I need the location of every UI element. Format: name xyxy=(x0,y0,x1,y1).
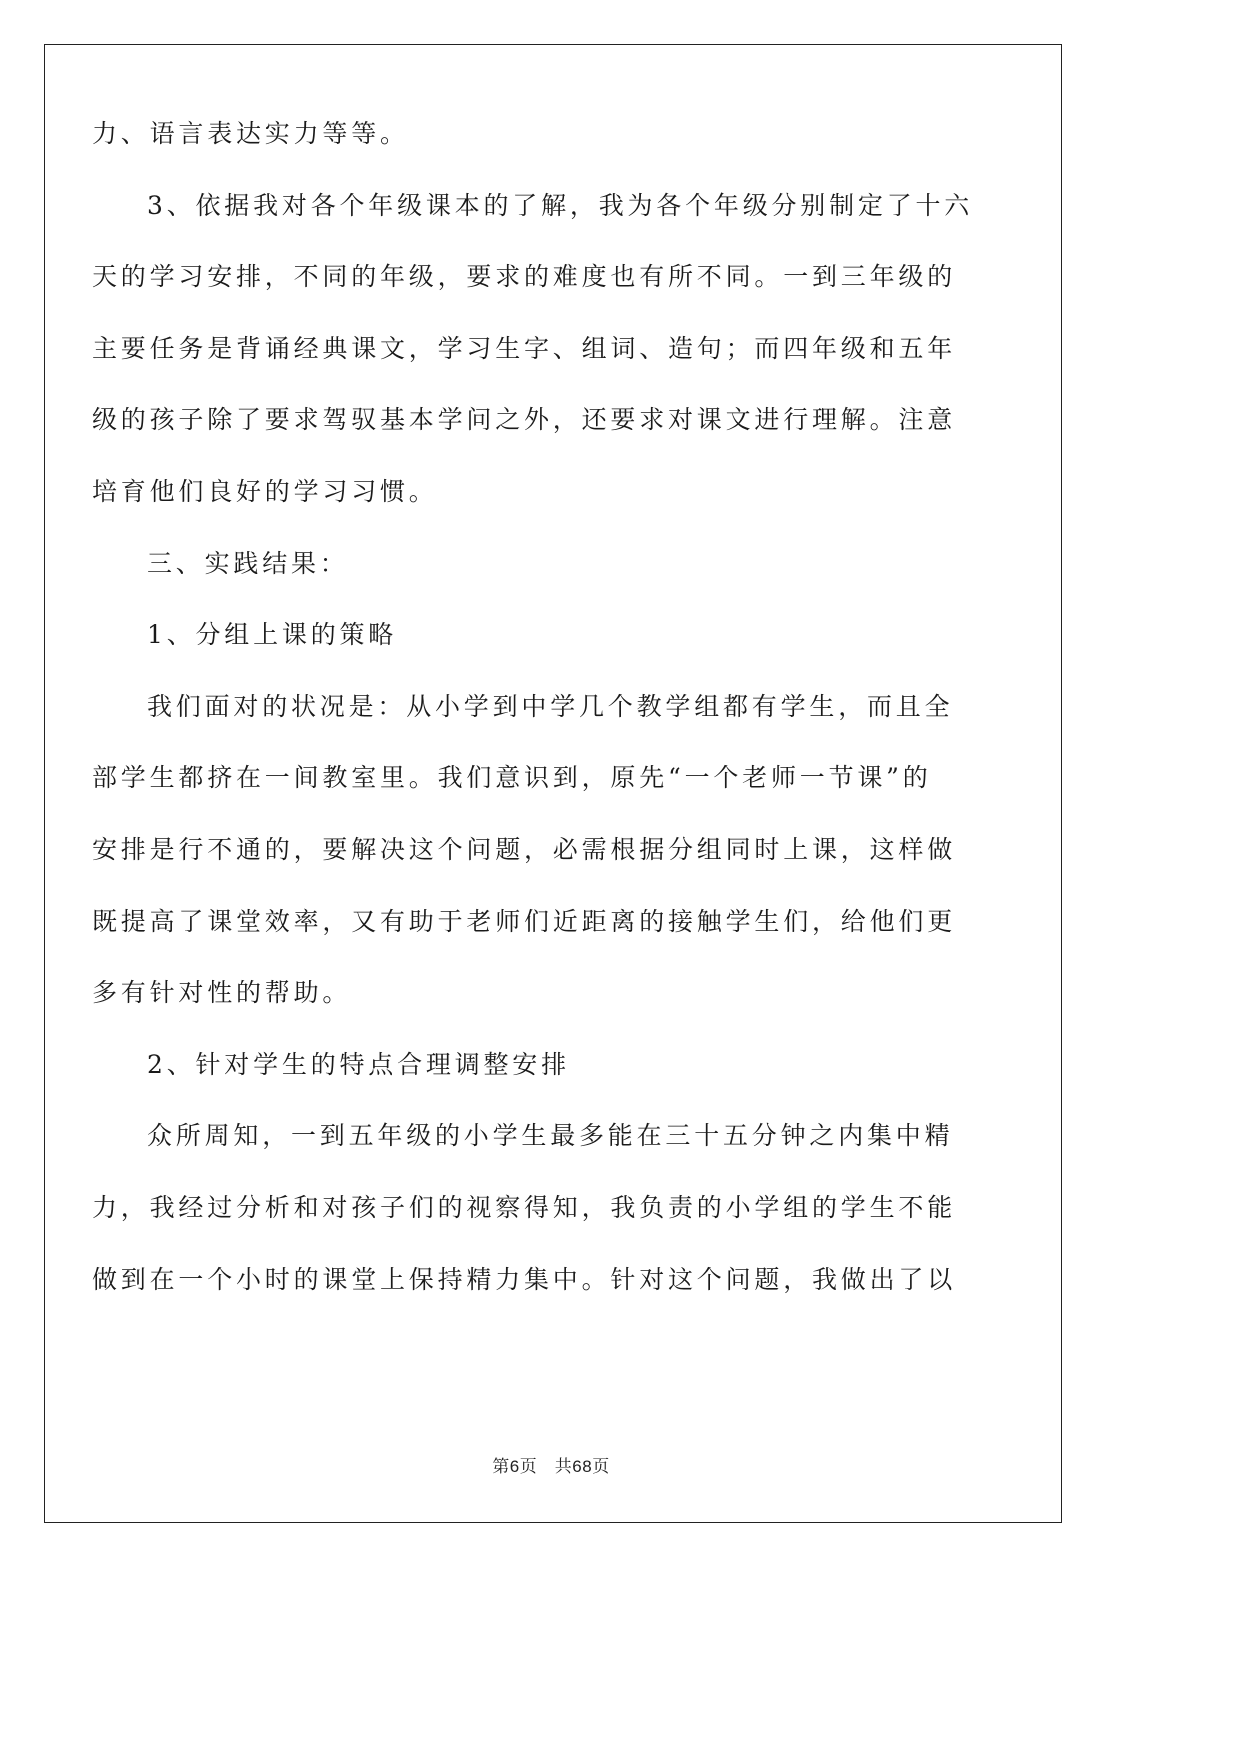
footer-prefix: 第 xyxy=(492,1457,510,1477)
footer-total-pages: 68 xyxy=(572,1457,593,1476)
text-line-6: 培育他们良好的学习习惯。 xyxy=(92,476,438,506)
document-body xyxy=(92,98,974,1315)
text-line-16: 力，我经过分析和对孩子们的视察得知，我负责的小学组的学生不能 xyxy=(92,1192,957,1222)
text-line-17: 做到在一个小时的课堂上保持精力集中。针对这个问题，我做出了以 xyxy=(92,1264,957,1294)
text-line-15: 众所周知，一到五年级的小学生最多能在三十五分钟之内集中精 xyxy=(147,1121,954,1151)
text-line-4: 主要任务是背诵经典课文，学习生字、组词、造句；而四年级和五年 xyxy=(92,333,957,363)
section-heading: 三、实践结果： xyxy=(147,548,349,578)
footer-suffix: 页 xyxy=(592,1457,610,1477)
text-line-3: 天的学习安排，不同的年级，要求的难度也有所不同。一到三年级的 xyxy=(92,262,957,292)
footer-middle: 页 共 xyxy=(519,1457,573,1477)
text-line-10: 部学生都挤在一间教室里。我们意识到，原先“一个老师一节课”的 xyxy=(92,763,932,793)
subheading-1: 1、分组上课的策略 xyxy=(147,620,398,650)
text-line-1: 力、语言表达实力等等。 xyxy=(92,119,409,148)
text-line-5: 级的孩子除了要求驾驭基本学问之外，还要求对课文进行理解。注意 xyxy=(92,405,957,435)
text-line-2: 3、依据我对各个年级课本的了解，我为各个年级分别制定了十六 xyxy=(147,190,974,220)
footer-page-number: 6 xyxy=(509,1457,520,1476)
page-footer xyxy=(0,1452,1102,1477)
text-line-9: 我们面对的状况是：从小学到中学几个教学组都有学生，而且全 xyxy=(147,691,954,721)
subheading-2: 2、针对学生的特点合理调整安排 xyxy=(147,1049,570,1079)
text-line-13: 多有针对性的帮助。 xyxy=(92,978,352,1008)
text-line-12: 既提高了课堂效率，又有助于老师们近距离的接触学生们，给他们更 xyxy=(92,906,957,936)
text-line-11: 安排是行不通的，要解决这个问题，必需根据分组同时上课，这样做 xyxy=(92,834,957,864)
